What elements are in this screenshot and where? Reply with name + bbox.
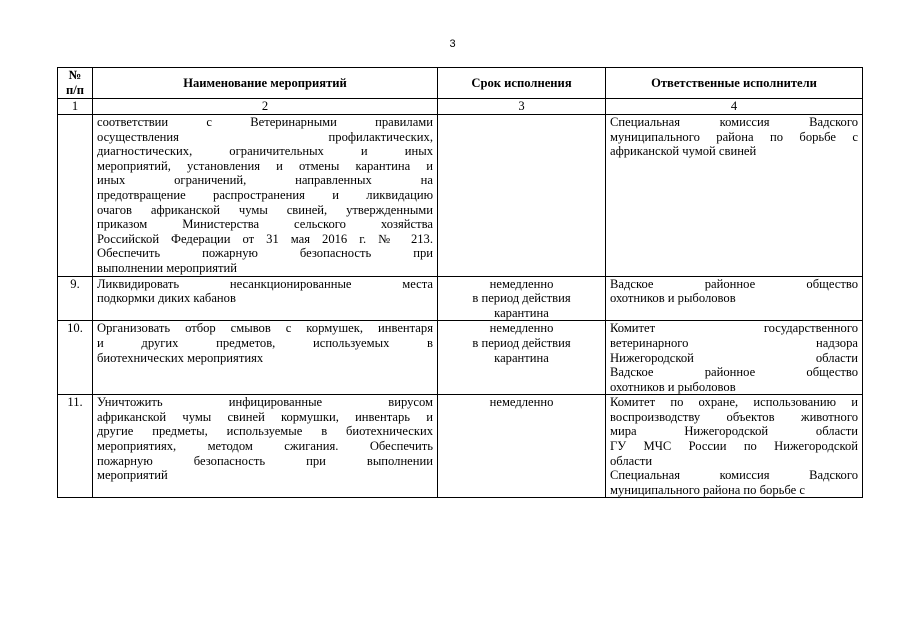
cell-text-line: Комитет государственного [610, 321, 858, 336]
cell-text-line: африканской чумы свиней кормушки, инвентарь и [97, 409, 433, 424]
cell-text-line: охотников и рыболовов [610, 379, 736, 394]
cell-text-line: Специальная комиссия Вадского [610, 115, 858, 129]
responsible-cell [606, 395, 863, 498]
term-cell [438, 395, 606, 498]
row-number: 10. [58, 321, 93, 395]
cell-text-line: очагов африканской чумы свиней, утвержденными [97, 202, 433, 217]
cell-text-line: иных ограничений, направленных на [97, 173, 433, 188]
cell-text-line: Нижегородской области [610, 350, 858, 365]
cell-text-line: Уничтожить инфицированные вирусом [97, 395, 433, 410]
term-cell [438, 276, 606, 321]
activity-cell [93, 115, 438, 277]
cell-text-line: мероприятиях, методом сжигания. Обеспечить [97, 439, 433, 454]
cell-text-line: биотехнических мероприятиях [97, 350, 264, 365]
cell-text-line: пожарную безопасность при выполнении [97, 453, 433, 468]
header-responsible: Ответственные исполнители [606, 68, 863, 99]
cell-text-line: Организовать отбор смывов с кормушек, инвентаря [97, 321, 433, 336]
cell-text-line: осуществления профилактических, [97, 129, 433, 144]
cell-text-line: немедленно [489, 321, 554, 336]
cell-text-line: и других предметов, используемых в [97, 335, 433, 350]
cell-text-line: диагностических, ограничительных и иных [97, 144, 433, 159]
responsible-cell [606, 115, 863, 277]
cell-text-line: Вадское районное общество [610, 276, 858, 291]
cell-text-line: немедленно [489, 395, 554, 410]
header-term: Срок исполнения [438, 68, 606, 99]
cell-text-line: Российской Федерации от 31 мая 2016 г. № 213. [97, 231, 433, 246]
cell-text-line: Ликвидировать несанкционированные места [97, 276, 433, 291]
column-number: 1 [58, 99, 93, 115]
cell-text-line: Специальная комиссия Вадского [610, 468, 858, 483]
cell-text-line: карантина [494, 350, 549, 365]
term-cell [438, 115, 606, 277]
cell-text-line: африканской чумой свиней [610, 144, 757, 159]
activity-cell [93, 276, 438, 321]
page-number: 3 [449, 38, 456, 50]
cell-text-line: соответствии с Ветеринарными правилами [97, 115, 433, 129]
cell-text-line: области [610, 453, 653, 468]
cell-text-line: мероприятий, установления и отмены карантина и [97, 158, 433, 173]
cell-text-line: Вадское районное общество [610, 365, 858, 380]
row-number: 9. [58, 276, 93, 321]
cell-text-line: выполнении мероприятий [97, 260, 237, 275]
cell-text-line: приказом Министерства сельского хозяйства [97, 217, 433, 232]
table-row [58, 115, 863, 277]
cell-text-line: подкормки диких кабанов [97, 291, 236, 306]
measures-table [57, 67, 863, 498]
table-row [58, 395, 863, 498]
row-number: 11. [58, 395, 93, 498]
table-row [58, 276, 863, 321]
responsible-cell [606, 276, 863, 321]
cell-text-line: мира Нижегородской области [610, 424, 858, 439]
column-number: 3 [438, 99, 606, 115]
activity-cell [93, 321, 438, 395]
cell-text-line: муниципального района по борьбе с [610, 129, 858, 144]
header-activity: Наименование мероприятий [93, 68, 438, 99]
column-number: 4 [606, 99, 863, 115]
cell-text-line: ветеринарного надзора [610, 335, 858, 350]
cell-text-line: муниципального района по борьбе с [610, 482, 805, 497]
cell-text-line: Обеспечить пожарную безопасность при [97, 246, 433, 261]
cell-text-line: ГУ МЧС России по Нижегородской [610, 439, 858, 454]
cell-text-line: другие предметы, используемые в биотехнических [97, 424, 433, 439]
cell-text-line: воспроизводству объектов животного [610, 409, 858, 424]
responsible-cell [606, 321, 863, 395]
cell-text-line: в период действия [472, 291, 571, 306]
column-number-row [58, 99, 863, 115]
column-number: 2 [93, 99, 438, 115]
cell-text-line: в период действия [472, 335, 571, 350]
header-number: № п/п [58, 68, 93, 99]
cell-text-line: мероприятий [97, 468, 168, 483]
table-row [58, 321, 863, 395]
cell-text-line: предотвращение распространения и ликвидацию [97, 187, 433, 202]
header-row [58, 68, 863, 99]
cell-text-line: немедленно [489, 276, 554, 291]
activity-cell [93, 395, 438, 498]
cell-text-line: карантина [494, 305, 549, 320]
term-cell [438, 321, 606, 395]
cell-text-line: охотников и рыболовов [610, 291, 736, 306]
row-number [58, 115, 93, 277]
cell-text-line: Комитет по охране, использованию и [610, 395, 858, 410]
